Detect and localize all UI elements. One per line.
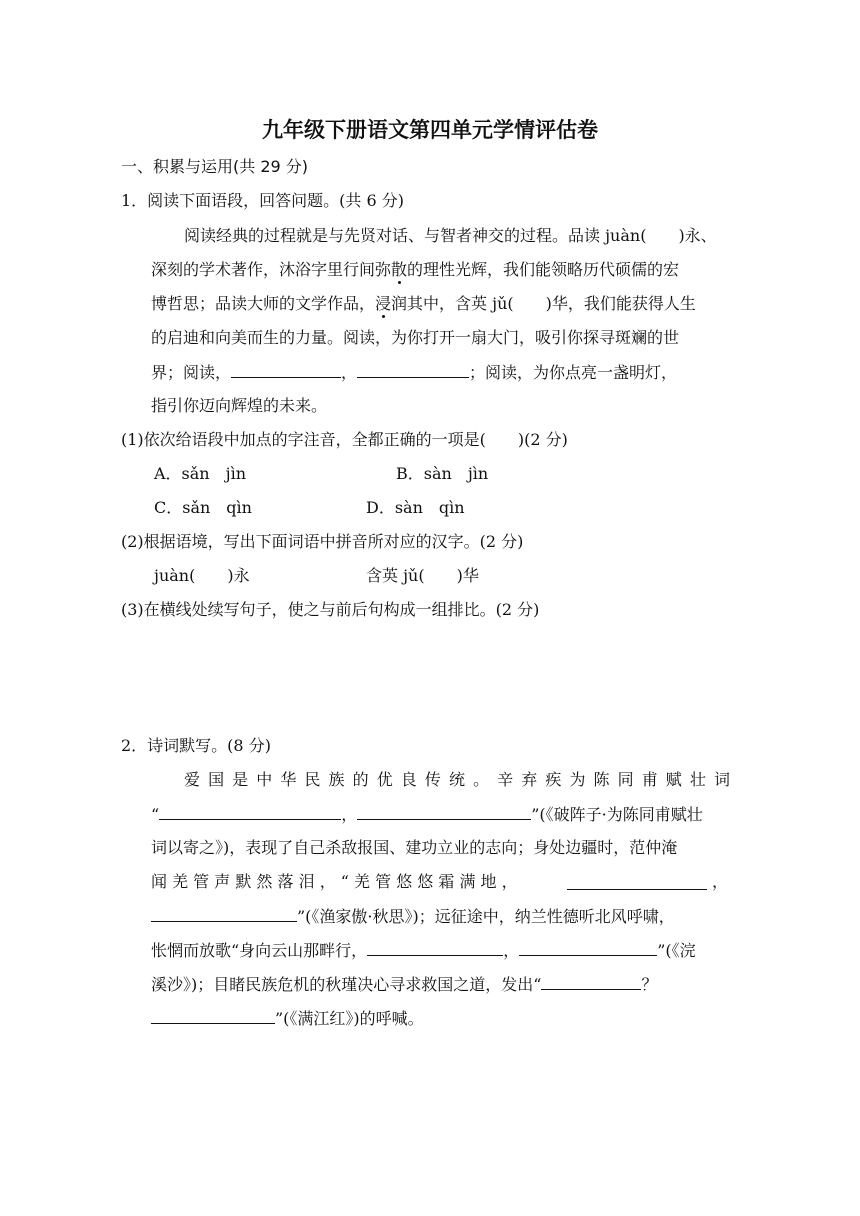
question-1-stem: 1．阅读下面语段，回答问题。(共 6 分) (121, 191, 405, 210)
poem-line (151, 939, 696, 962)
passage-text: 深刻的学术著作，沐浴字里行间弥 (151, 260, 392, 279)
poem-line (151, 803, 703, 826)
sub-question-3: (3)在横线处续写句子，使之与前后句构成一组排比。(2 分) (121, 600, 540, 619)
answer-blank[interactable] (231, 361, 341, 378)
poem-text: ”(《浣 (657, 941, 696, 960)
poem-line (151, 1007, 424, 1030)
passage-text: 润其中，含英 jǔ( )华，我们能获得人生 (391, 294, 696, 313)
answer-blank[interactable] (357, 803, 531, 820)
poem-text: 闻 羌 管 声 默 然 落 泪 ， “ 羌 管 悠 悠 霜 满 地 ， (151, 872, 518, 891)
sub-question-1: (1)依次给语段中加点的字注音，全都正确的一项是( )(2 分) (121, 430, 568, 449)
passage-line: 指引你迈向辉煌的未来。 (151, 396, 328, 415)
answer-blank[interactable] (151, 1007, 275, 1024)
poem-text: ， (503, 941, 520, 960)
poem-text: ， (712, 872, 729, 891)
poem-text: ”(《渔家傲·秋思》)；远征途中，纳兰性德听北风呼啸， (297, 907, 675, 926)
passage-text: ；阅读，为你点亮一盏明灯， (469, 363, 678, 382)
option-b[interactable]: B．sàn jìn (396, 464, 489, 483)
answer-blank[interactable] (567, 873, 707, 890)
section-heading: 一、积累与运用(共 29 分) (121, 157, 309, 176)
answer-blank[interactable] (367, 939, 503, 956)
passage-text: 的理性光辉，我们能领略历代硕儒的宏 (407, 260, 680, 279)
passage-line (151, 293, 696, 315)
poem-text: ”(《破阵子·为陈同甫赋壮 (531, 805, 703, 824)
dotted-char: 散 (391, 260, 408, 279)
poem-text: 怅惘而放歌“身向云山那畔行， (151, 941, 368, 960)
poem-text: ， (341, 805, 358, 824)
answer-blank[interactable] (151, 905, 297, 922)
poem-text: ”(《满江红》)的呼喊。 (275, 1009, 424, 1028)
option-a[interactable]: A．sǎn jìn (154, 464, 246, 483)
answer-blank[interactable] (519, 939, 657, 956)
poem-line (151, 973, 657, 996)
passage-line: 阅读经典的过程就是与先贤对话、与智者神交的过程。品读 juàn( )永、 (184, 226, 717, 245)
option-d[interactable]: D．sàn qìn (366, 498, 465, 517)
pinyin-item-ju: 含英 jǔ( )华 (366, 566, 479, 585)
poem-line: 爱 国 是 中 华 民 族 的 优 良 传 统 。 辛 弃 疾 为 陈 同 甫 赋 壮 词 (184, 770, 730, 789)
sub-question-2: (2)根据语境，写出下面词语中拼音所对应的汉字。(2 分) (121, 532, 524, 551)
passage-line (151, 259, 679, 281)
pinyin-item-juan: juàn( )永 (154, 566, 250, 585)
answer-blank[interactable] (159, 803, 341, 820)
page-title: 九年级下册语文第四单元学情评估卷 (262, 118, 598, 142)
poem-line (151, 905, 675, 928)
poem-text: 溪沙》)；目睹民族危机的秋瑾决心寻求救国之道，发出“ (151, 975, 542, 994)
poem-text: ？ (641, 975, 658, 994)
poem-line: 词以寄之》)，表现了自己杀敌报国、建功立业的志向；身处边疆时，范仲淹 (151, 838, 678, 857)
question-2-stem: 2．诗词默写。(8 分) (121, 736, 271, 755)
poem-line (151, 871, 518, 893)
passage-text: ， (341, 363, 358, 382)
option-c[interactable]: C．sǎn qìn (154, 498, 252, 517)
passage-line (151, 361, 677, 384)
answer-blank[interactable] (541, 973, 641, 990)
passage-line: 的启迪和向美而生的力量。阅读，为你打开一扇大门，吸引你探寻斑斓的世 (151, 328, 680, 347)
dotted-char: 浸 (375, 294, 392, 313)
answer-blank[interactable] (357, 361, 469, 378)
poem-text: “ (151, 805, 160, 824)
passage-text: 界；阅读， (151, 363, 232, 382)
passage-text: 博哲思；品读大师的文学作品， (151, 294, 376, 313)
